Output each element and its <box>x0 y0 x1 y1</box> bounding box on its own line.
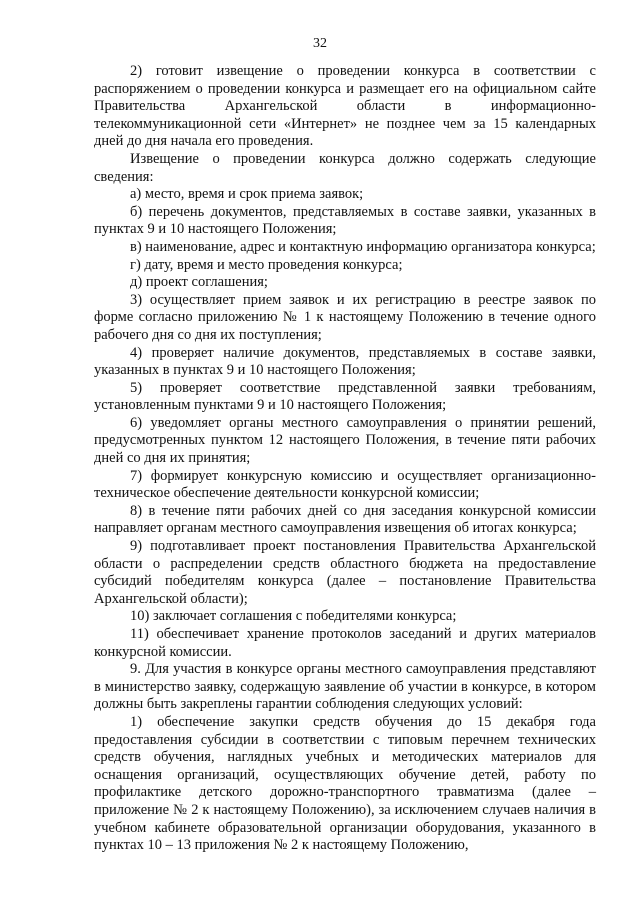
paragraph-subitem-d: д) проект соглашения; <box>130 274 268 291</box>
paragraph-section-9: 9. Для участия в конкурсе органы местного самоуправления представляют в министерство заявку, содержащую заявление об участии в конкурсе, в котором должны быть закреплены гарантии соблюдения следующих условий: <box>94 661 596 713</box>
paragraph-item-2-notice: 2) готовит извещение о проведении конкурса в соответствии с распоряжением о проведении конкурса и размещает его на официальном сайте Правительства Архангельской области в информационно-телекоммуникационной сети «Интернет» не позднее чем за 15 календарных дней до дня начала его проведения. <box>94 63 596 150</box>
page-number: 32 <box>313 36 327 51</box>
paragraph-subitem-a: а) место, время и срок приема заявок; <box>130 186 364 203</box>
paragraph-item-5: 5) проверяет соответствие представленной заявки требованиям, установленным пунктами 9 и 10 настоящего Положения; <box>94 379 596 414</box>
paragraph-item-8: 8) в течение пяти рабочих дней со дня заседания конкурсной комиссии направляет органам местного самоуправления извещения об итогах конкурса; <box>94 502 596 537</box>
paragraph-item-7: 7) формирует конкурсную комиссию и осуществляет организационно-техническое обеспечение деятельности конкурсной комиссии; <box>94 467 596 502</box>
paragraph-item-3: 3) осуществляет прием заявок и их регистрацию в реестре заявок по форме согласно приложению № 1 к настоящему Положению в течение одного рабочего дня со дня их поступления; <box>94 291 596 343</box>
paragraph-item-6: 6) уведомляет органы местного самоуправления о принятии решений, предусмотренных пунктом 12 настоящего Положения, в течение пяти рабочих дней со дня их принятия; <box>94 414 596 467</box>
paragraph-item-9: 9) подготавливает проект постановления Правительства Архангельской области о распределении средств областного бюджета на предоставление субсидий победителям конкурса (далее – постановление Правительства Архангельской области); <box>94 538 596 607</box>
paragraph-item-4: 4) проверяет наличие документов, представляемых в составе заявки, указанных в пунктах 9 и 10 настоящего Положения; <box>94 344 596 379</box>
document-body <box>94 63 596 855</box>
paragraph-condition-1: 1) обеспечение закупки средств обучения до 15 декабря года предоставления субсидии в соответствии с типовым перечнем технических средств обучения, наглядных учебных и методических материалов для оснащения организаций, осуществляющих обучение детей, работу по профилактике детского дорожно-транспортного травматизма (далее – приложение № 2 к настоящему Положению), за исключением случаев наличия в учебном кабинете образовательной организации оборудования, указанного в пунктах 10 – 13 приложения № 2 к настоящему Положению, <box>94 713 596 854</box>
paragraph-item-11: 11) обеспечивает хранение протоколов заседаний и других материалов конкурсной комиссии. <box>94 626 596 660</box>
paragraph-item-10: 10) заключает соглашения с победителями конкурса; <box>130 608 457 625</box>
paragraph-subitem-g: г) дату, время и место проведения конкурса; <box>130 256 403 273</box>
paragraph-notice-contents: Извещение о проведении конкурса должно содержать следующие сведения: <box>94 150 596 185</box>
paragraph-subitem-b: б) перечень документов, представляемых в составе заявки, указанных в пунктах 9 и 10 настоящего Положения; <box>94 203 596 238</box>
paragraph-subitem-v: в) наименование, адрес и контактную информацию организатора конкурса; <box>130 238 596 255</box>
